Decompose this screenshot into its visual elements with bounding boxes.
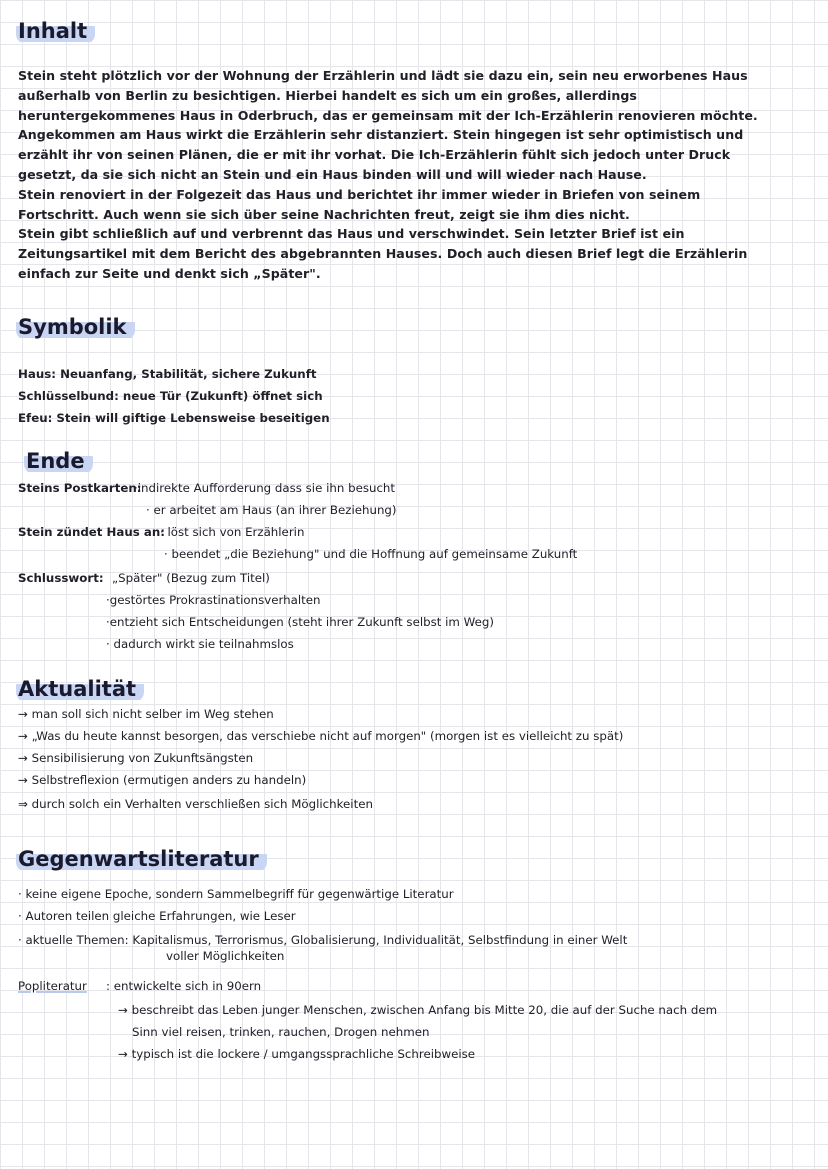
symbolik-line: Haus: Neuanfang, Stabilität, sichere Zukunft [18,367,317,381]
inhalt-paragraph [18,66,798,284]
symbolik-line: Efeu: Stein will giftige Lebensweise beseitigen [18,411,330,425]
gegenwart-line: voller Möglichkeiten [166,949,285,963]
inhalt-line: Angekommen am Haus wirkt die Erzählerin sehr distanziert. Stein hingegen ist sehr optimistisch und [18,127,744,143]
popliteratur-item: → typisch ist die lockere / umgangssprachliche Schreibweise [118,1047,476,1061]
aktualitaet-line: → Selbstreflexion (ermutigen anders zu handeln) [18,773,307,787]
ende-zuendet-item: · löst sich von Erzählerin [160,525,305,539]
aktualitaet-line: → man soll sich nicht selber im Weg stehen [18,707,274,721]
inhalt-line: Stein steht plötzlich vor der Wohnung der Erzählerin und lädt sie dazu ein, sein neu erworbenes Haus [18,68,748,83]
gegenwart-line: · aktuelle Themen: Kapitalismus, Terrorismus, Globalisierung, Individualität, Selbstfindung in einer Welt [18,933,628,947]
inhalt-line: außerhalb von Berlin zu besichtigen. Hierbei handelt es sich um ein großes, allerdings [18,87,637,103]
heading-ende: Ende [24,448,93,474]
popliteratur-item: → beschreibt das Leben junger Menschen, zwischen Anfang bis Mitte 20, die auf der Suche nach dem [118,1003,718,1017]
aktualitaet-line: ⇒ durch solch ein Verhalten verschließen sich Möglichkeiten [18,797,373,811]
ende-schluss-label: Schlusswort: [18,571,104,585]
ende-schluss-item: · dadurch wirkt sie teilnahmslos [106,637,294,651]
inhalt-line: gesetzt, da sie sich nicht an Stein und ein Haus binden will und will wieder nach Hause. [18,166,647,182]
aktualitaet-line: → „Was du heute kannst besorgen, das verschiebe nicht auf morgen" (morgen ist es vielleicht zu spät) [18,729,624,743]
aktualitaet-line: → Sensibilisierung von Zukunftsängsten [18,751,254,765]
ende-schluss-item: „Später" (Bezug zum Titel) [112,571,270,585]
inhalt-line: Zeitungsartikel mit dem Bericht des abgebrannten Hauses. Doch auch diesen Brief legt die Erzählerin [18,246,748,262]
popliteratur-item: Sinn viel reisen, trinken, rauchen, Drogen nehmen [132,1025,430,1039]
inhalt-line: Stein renoviert in der Folgezeit das Haus und berichtet ihr immer wieder in Briefen von seinem [18,186,701,202]
heading-aktualitaet: Aktualität [16,676,144,702]
gegenwart-line: · Autoren teilen gleiche Erfahrungen, wie Leser [18,909,296,923]
inhalt-line: einfach zur Seite und denkt sich „Später". [18,265,321,281]
ende-zuendet-label: Stein zündet Haus an: [18,525,165,539]
inhalt-line: Fortschritt. Auch wenn sie sich über seine Nachrichten freut, zeigt sie ihm dies nicht. [18,206,630,222]
gegenwart-line: · keine eigene Epoche, sondern Sammelbegriff für gegenwärtige Literatur [18,887,454,901]
symbolik-line: Schlüsselbund: neue Tür (Zukunft) öffnet sich [18,389,323,403]
inhalt-line: erzählt ihr von seinen Plänen, die er mit ihr vorhat. Die Ich-Erzählerin fühlt sich jedoch unter Druck [18,147,731,163]
inhalt-line: heruntergekommenes Haus in Oderbruch, das er gemeinsam mit der Ich-Erzählerin renovieren möchte. [18,107,758,123]
heading-symbolik: Symbolik [16,314,135,340]
ende-postkarten-item: ·indirekte Aufforderung dass sie ihn besucht [134,481,396,495]
ende-schluss-item: ·entzieht sich Entscheidungen (steht ihrer Zukunft selbst im Weg) [106,615,494,629]
popliteratur-item: : entwickelte sich in 90ern [106,979,262,993]
ende-postkarten-item: · er arbeitet am Haus (an ihrer Beziehung) [146,503,397,517]
ende-schluss-item: ·gestörtes Prokrastinationsverhalten [106,593,321,607]
inhalt-line: Stein gibt schließlich auf und verbrennt das Haus und verschwindet. Sein letzter Brief ist ein [18,226,685,242]
heading-inhalt: Inhalt [16,18,95,44]
popliteratur-label: Popliteratur [18,979,87,993]
ende-zuendet-item: · beendet „die Beziehung" und die Hoffnung auf gemeinsame Zukunft [164,547,578,561]
ende-postkarten-label: Steins Postkarten: [18,481,142,495]
heading-gegenwartsliteratur: Gegenwartsliteratur [16,846,267,872]
